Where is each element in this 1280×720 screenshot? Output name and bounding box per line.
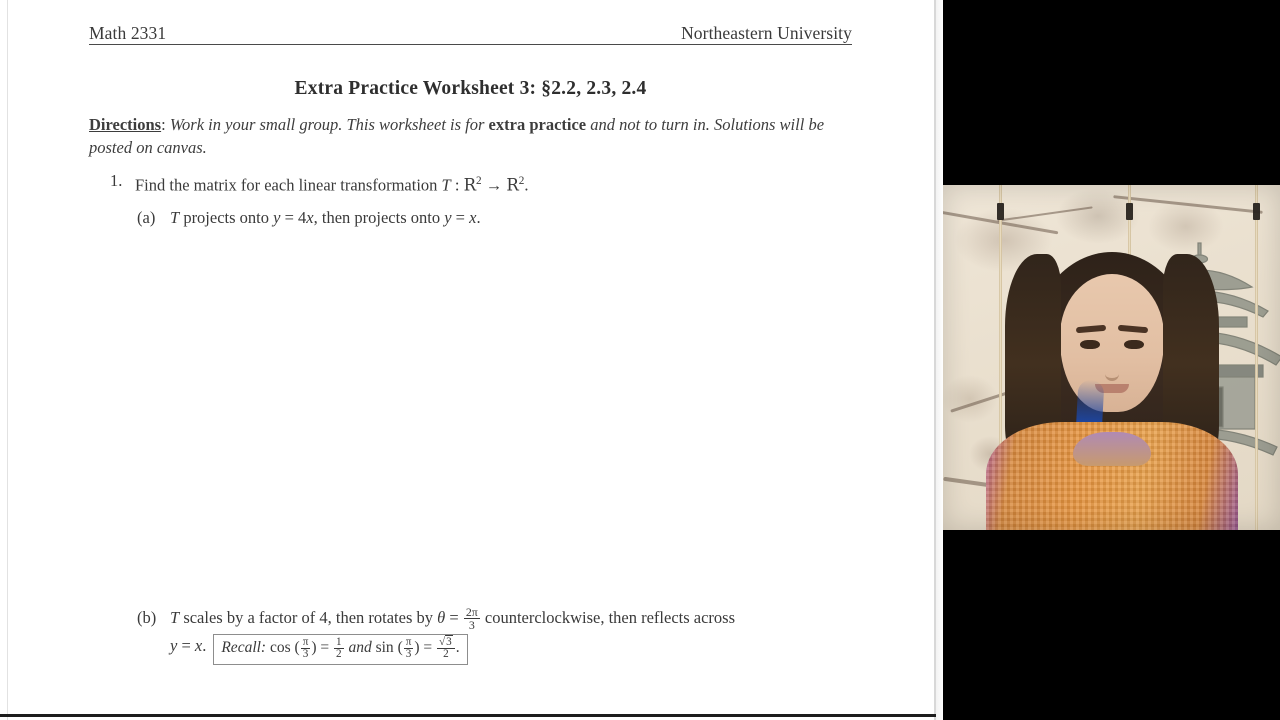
problem-1-domain: R <box>463 175 476 195</box>
recall-half-denominator: 2 <box>336 648 342 661</box>
part-b-line2-y: y <box>170 636 178 656</box>
video-vignette <box>943 185 1280 530</box>
recall-sqrt-numerator <box>437 637 455 648</box>
problem-1-period: . <box>524 175 529 195</box>
part-b-line2-period: . <box>202 636 207 656</box>
part-a-eq2-y: y <box>444 208 452 227</box>
part-a-label: (a) <box>137 208 156 227</box>
header-course-code: Math 2331 <box>89 23 167 43</box>
recall-cos-close: ) <box>311 639 317 657</box>
part-a-eq1-y: y <box>273 208 281 227</box>
part-b-text-second: counterclockwise, then reflects across <box>480 608 736 627</box>
part-a-eq1-x: x <box>306 208 314 227</box>
problem-1-colon: : <box>450 175 464 195</box>
recall-one-half-fraction <box>334 637 344 661</box>
part-a-eq2-equals: = <box>451 208 470 227</box>
directions-label: Directions <box>89 115 162 134</box>
recall-hint-box <box>213 634 467 665</box>
part-b-angle-fraction <box>464 606 480 631</box>
page-bottom-edge <box>0 714 936 717</box>
part-b-theta: θ <box>437 608 446 627</box>
page-left-edge <box>7 0 8 720</box>
header-horizontal-rule <box>89 44 852 45</box>
recall-cos-arg-denominator: 3 <box>301 648 311 660</box>
directions-bold-phrase: extra practice <box>488 115 587 134</box>
header-university-name: Northeastern University <box>681 23 852 43</box>
recall-equals-2: = <box>419 639 437 657</box>
part-b-label: (b) <box>137 608 157 627</box>
problem-1-codomain: R <box>506 175 519 195</box>
problem-1-var-T: T <box>441 175 451 195</box>
problem-1-prompt: Find the matrix for each linear transformation <box>135 175 442 195</box>
part-a-text <box>170 205 481 230</box>
document-header <box>89 23 852 44</box>
radical-icon: √ <box>439 636 446 648</box>
recall-cos-argument-fraction <box>301 637 311 661</box>
part-b-second-line <box>170 634 468 665</box>
part-b-text <box>170 605 943 631</box>
recall-cos-open: ( <box>294 639 300 657</box>
directions-paragraph <box>89 114 854 159</box>
part-b-angle-denominator: 3 <box>464 618 480 631</box>
problem-1-part-a <box>137 205 867 230</box>
problem-1-arrow: → <box>481 175 507 195</box>
problem-1 <box>110 170 850 197</box>
worksheet-title: Extra Practice Worksheet 3: §2.2, 2.3, 2.4 <box>294 78 647 99</box>
recall-sqrt-denominator: 2 <box>437 648 455 660</box>
recall-sin-argument-fraction <box>404 637 414 661</box>
recall-sqrt-radicand: 3 <box>446 636 452 648</box>
recall-period: . <box>455 639 460 657</box>
recall-sin-arg-numerator: π <box>405 636 412 648</box>
directions-text-first: Work in your small group. This worksheet is for <box>169 115 489 134</box>
part-a-var-T: T <box>170 208 180 227</box>
part-b-line2-x: x <box>194 636 203 656</box>
part-b-equals: = <box>445 608 463 627</box>
recall-sqrt3-over-2-fraction <box>437 637 455 661</box>
problem-1-part-b <box>137 605 943 631</box>
presenter-video-tile[interactable] <box>943 185 1280 530</box>
recall-half-numerator: 1 <box>336 636 342 648</box>
problem-1-text <box>135 170 529 197</box>
recall-sin-arg-denominator: 3 <box>404 648 414 660</box>
webcam-pane[interactable] <box>943 0 1280 720</box>
part-a-text-second: , then projects onto <box>313 208 445 227</box>
recall-sin-fn: sin <box>375 639 398 657</box>
part-a-eq1-rest: = 4 <box>280 208 307 227</box>
directions-colon: : <box>161 115 166 134</box>
document-page <box>89 0 854 714</box>
part-a-text-first: projects onto <box>179 208 274 227</box>
page-right-shadow <box>936 0 943 720</box>
part-b-text-first: scales by a factor of 4, then rotates by <box>179 608 438 627</box>
recall-sin-open: ( <box>397 639 403 657</box>
recall-equals-1: = <box>316 639 334 657</box>
problem-1-number: 1. <box>110 171 123 190</box>
part-b-angle-numerator: 2π <box>465 604 478 619</box>
part-a-period: . <box>476 208 481 227</box>
directions-text-second: and not to turn in. Solutions will be posted on canvas. <box>89 115 825 157</box>
part-b-var-T: T <box>170 608 180 627</box>
problem-1-domain-exponent: 2 <box>476 175 482 187</box>
recall-and: and <box>344 639 376 657</box>
recall-label: Recall: <box>221 639 267 657</box>
recall-cos-arg-numerator: π <box>302 636 309 648</box>
problem-1-codomain-exponent: 2 <box>518 175 525 187</box>
recall-cos-fn: cos <box>266 639 295 657</box>
recall-sin-close: ) <box>414 639 420 657</box>
part-a-eq2-x: x <box>469 208 477 227</box>
part-b-line2-equals: = <box>177 636 195 656</box>
